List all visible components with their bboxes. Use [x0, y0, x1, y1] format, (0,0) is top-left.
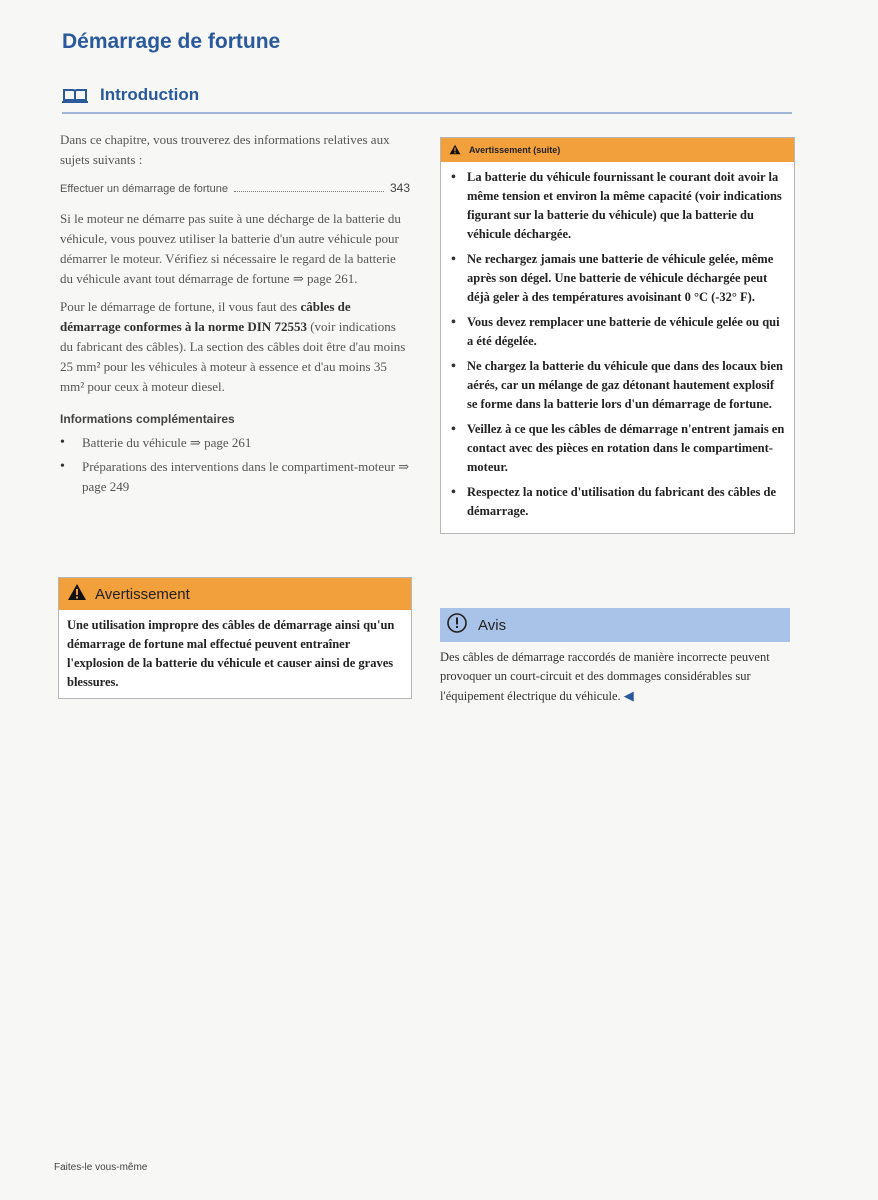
warning-item: • Ne chargez la batterie du véhicule que dans des locaux bien aérés, car un mélange de gaz détonant hautement explosif se forme dans la batterie lors d'un démarrage de fortune. — [449, 357, 786, 414]
warning-item: • Vous devez remplacer une batterie de véhicule gelée ou qui a été dégelée. — [449, 313, 786, 351]
battery-paragraph: Si le moteur ne démarre pas suite à une décharge de la batterie du véhicule, vous pouvez utiliser la batterie d'un autre véhicule pour démarrer le moteur. Vérifiez si nécessaire le regard de la batterie du véhicule avant tout démarrage de fortune ⇒ page 261. — [60, 211, 401, 286]
info-circle-icon — [446, 612, 468, 638]
cables-norm-text: câbles de démarrage conformes à la norme DIN 72553 — [60, 299, 351, 334]
warning-item: • Veillez à ce que les câbles de démarrage n'entrent jamais en contact avec des pièces en rotation dans le compartiment-moteur. — [449, 420, 786, 477]
warning-item: • Ne rechargez jamais une batterie de véhicule gelée, même après son dégel. Une batterie de véhicule déchargée peut déjà geler à des températures avoisinant 0 °C (-32° F). — [449, 250, 786, 307]
warning-header — [59, 578, 411, 610]
toc-entry[interactable] — [60, 178, 410, 199]
intro-paragraph: Dans ce chapitre, vous trouverez des informations relatives aux sujets suivants : — [60, 132, 390, 167]
page-title: Démarrage de fortune — [62, 30, 281, 53]
notice-text: Des câbles de démarrage raccordés de manière incorrecte peuvent provoquer un court-circuit et des dommages considérables sur l'équipement électrique du véhicule. — [440, 650, 770, 703]
warning-item: • La batterie du véhicule fournissant le courant doit avoir la même tension et environ la même capacité (voir indications figurant sur la batterie du véhicule) que la batterie du véhicule déchargée. — [449, 168, 786, 244]
warning-continued-body — [441, 162, 794, 533]
warning-text: Une utilisation impropre des câbles de démarrage ainsi qu'un démarrage de fortune mal effectué peuvent entraîner l'explosion de la batterie du véhicule et causer ainsi de graves blessures. — [67, 618, 395, 689]
warning-title: Avertissement — [95, 585, 190, 603]
cables-text-a: Pour le démarrage de fortune, il vous faut des — [60, 299, 301, 314]
toc-page-number: 343 — [389, 181, 410, 195]
warning-triangle-icon — [449, 144, 461, 157]
book-icon — [62, 88, 88, 109]
notice-header — [440, 608, 790, 642]
page-footer: Faites-le vous-même — [54, 1162, 148, 1173]
warning-box — [58, 577, 412, 699]
info-item[interactable]: • Batterie du véhicule ⇒ page 261 — [60, 433, 410, 453]
toc-label: Effectuer un démarrage de fortune — [60, 183, 228, 195]
notice-title: Avis — [478, 616, 507, 634]
info-heading: Informations complémentaires — [60, 412, 235, 426]
warning-triangle-icon — [67, 583, 87, 605]
info-item[interactable]: • Préparations des interventions dans le compartiment-moteur ⇒ page 249 — [60, 457, 410, 497]
section-header — [62, 84, 792, 114]
warning-continued-box — [440, 137, 795, 534]
cables-paragraph — [60, 297, 410, 397]
warning-item: • Respectez la notice d'utilisation du fabricant des câbles de démarrage. — [449, 483, 786, 521]
warning-continued-title: Avertissement (suite) — [469, 145, 561, 155]
left-column — [60, 130, 410, 501]
cables-text-b: (voir indications du fabricant des câbles). La section des câbles doit être d'au moins 25 mm² pour les véhicules à moteur à essence et d'au moins 35 mm² pour ceux à moteur diesel. — [60, 319, 406, 394]
warning-continued-list — [449, 168, 786, 521]
section-title: Introduction — [100, 85, 200, 104]
notice-body — [440, 648, 790, 706]
end-of-section-icon: ◀ — [623, 688, 634, 703]
toc-leader-dots — [234, 181, 384, 192]
warning-continued-header — [441, 138, 794, 162]
info-list — [60, 433, 410, 497]
